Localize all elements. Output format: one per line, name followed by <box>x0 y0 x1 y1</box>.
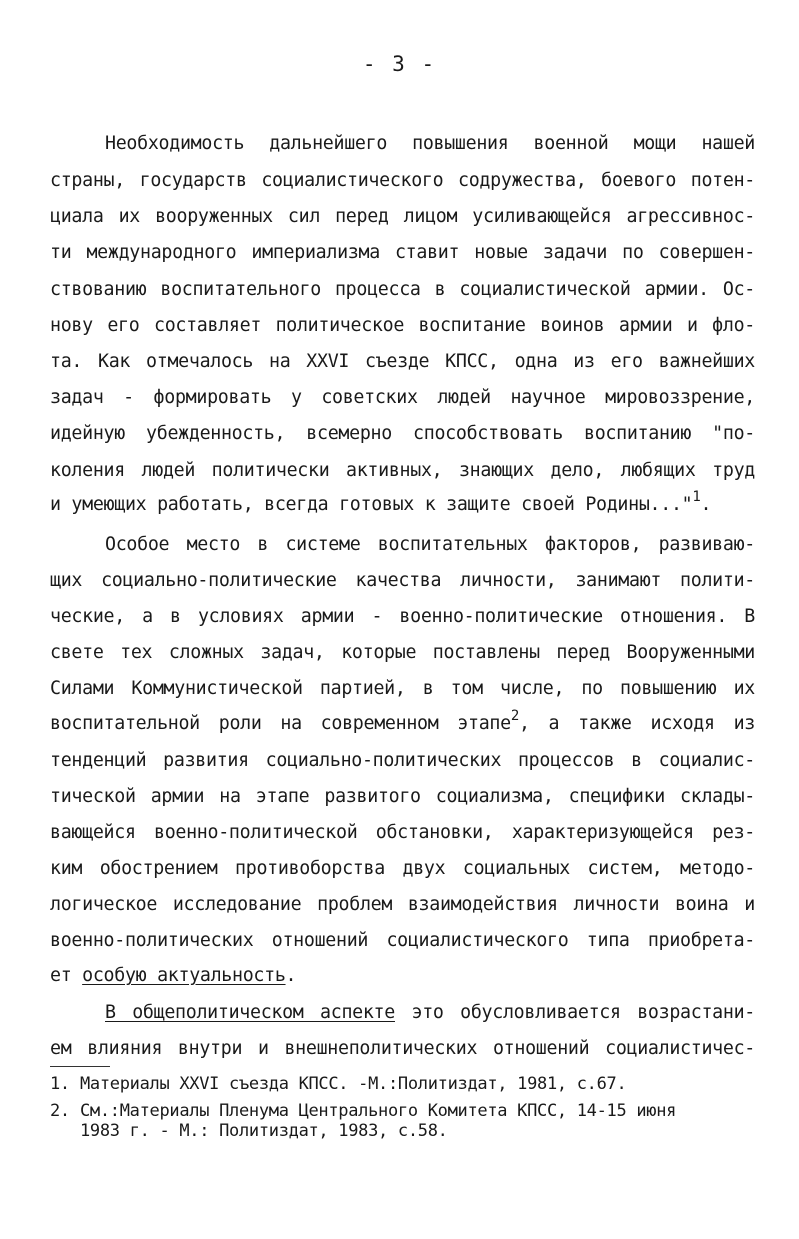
text-line <box>50 965 755 986</box>
underlined-phrase: В общеполитическом аспекте <box>105 1002 395 1023</box>
footnote-number: 1. <box>50 1074 70 1094</box>
text-fragment: и умеющих работать, всегда готовых к защите своей Родины..." <box>50 494 693 515</box>
text-line: логическое исследование проблем взаимодействия личности воина и <box>50 894 755 915</box>
text-line: ческие, а в условиях армии - военно-политические отношения. В <box>50 606 755 627</box>
text-fragment: ет <box>50 965 83 986</box>
text-line: вающейся военно-политической обстановки, характеризующейся рез- <box>50 822 755 843</box>
footnote-text: См.:Материалы Пленума Центрального Комитета КПСС, 14-15 июня <box>80 1101 677 1121</box>
text-line <box>105 1002 755 1023</box>
text-fragment: . <box>700 494 712 515</box>
text-line: щих социально-политические качества личности, занимают полити- <box>50 570 755 591</box>
footnote-text: Материалы XXVI съезда КПСС. -М.:Политиздат, 1981, с.67. <box>80 1074 627 1094</box>
text-line: военно-политических отношений социалистического типа приобрета- <box>50 930 755 951</box>
text-line: ствованию воспитательного процесса в социалистической армии. Ос- <box>50 279 755 300</box>
text-line: ем влияния внутри и внешнеполитических отношений социалистичес- <box>50 1038 755 1059</box>
text-line: идейную убежденность, всемерно способствовать воспитанию "по- <box>50 423 755 444</box>
text-line: задач - формировать у советских людей научное мировоззрение, <box>50 387 755 408</box>
text-line: коления людей политически активных, знающих дело, любящих труд <box>50 460 755 481</box>
text-fragment: . <box>285 965 297 986</box>
text-fragment: воспитательной роли на современном этапе <box>50 713 511 734</box>
footnote-divider <box>50 1066 110 1067</box>
footnote-ref-1: 1 <box>692 489 701 505</box>
text-line: нову его составляет политическое воспитание воинов армии и фло- <box>50 315 755 336</box>
text-line: тенденций развития социально-политических процессов в социалис- <box>50 750 755 771</box>
footnote-number: 2. <box>50 1101 70 1121</box>
text-line: страны, государств социалистического содружества, боевого потен- <box>50 170 755 191</box>
text-line: тической армии на этапе развитого социализма, специфики склады- <box>50 786 755 807</box>
underlined-phrase: особую актуальность <box>82 965 286 986</box>
text-fragment: , а также исходя из <box>518 713 755 734</box>
footnote-ref-2: 2 <box>510 708 519 724</box>
text-line <box>50 708 755 734</box>
footnote-2 <box>50 1101 676 1121</box>
text-line: свете тех сложных задач, которые поставлены перед Вооруженными <box>50 642 755 663</box>
footnote-2-continuation: 1983 г. - М.: Политиздат, 1983, с.58. <box>80 1121 448 1141</box>
text-line: та. Как отмечалось на XXVI съезде КПСС, одна из его важнейших <box>50 351 755 372</box>
text-line: Особое место в системе воспитательных факторов, развиваю- <box>105 534 755 555</box>
text-line: Силами Коммунистической партией, в том числе, по повышению их <box>50 678 755 699</box>
page-number: - 3 - <box>362 52 437 76</box>
text-fragment: это обусловливается возрастани- <box>394 1002 755 1023</box>
text-line: циала их вооруженных сил перед лицом усиливающейся агрессивнос- <box>50 206 755 227</box>
text-line: ким обострением противоборства двух социальных систем, методо- <box>50 858 755 879</box>
text-line <box>50 489 755 515</box>
text-line: Необходимость дальнейшего повышения военной мощи нашей <box>105 133 755 154</box>
text-line: ти международного империализма ставит новые задачи по совершен- <box>50 242 755 263</box>
footnote-1 <box>50 1074 626 1094</box>
